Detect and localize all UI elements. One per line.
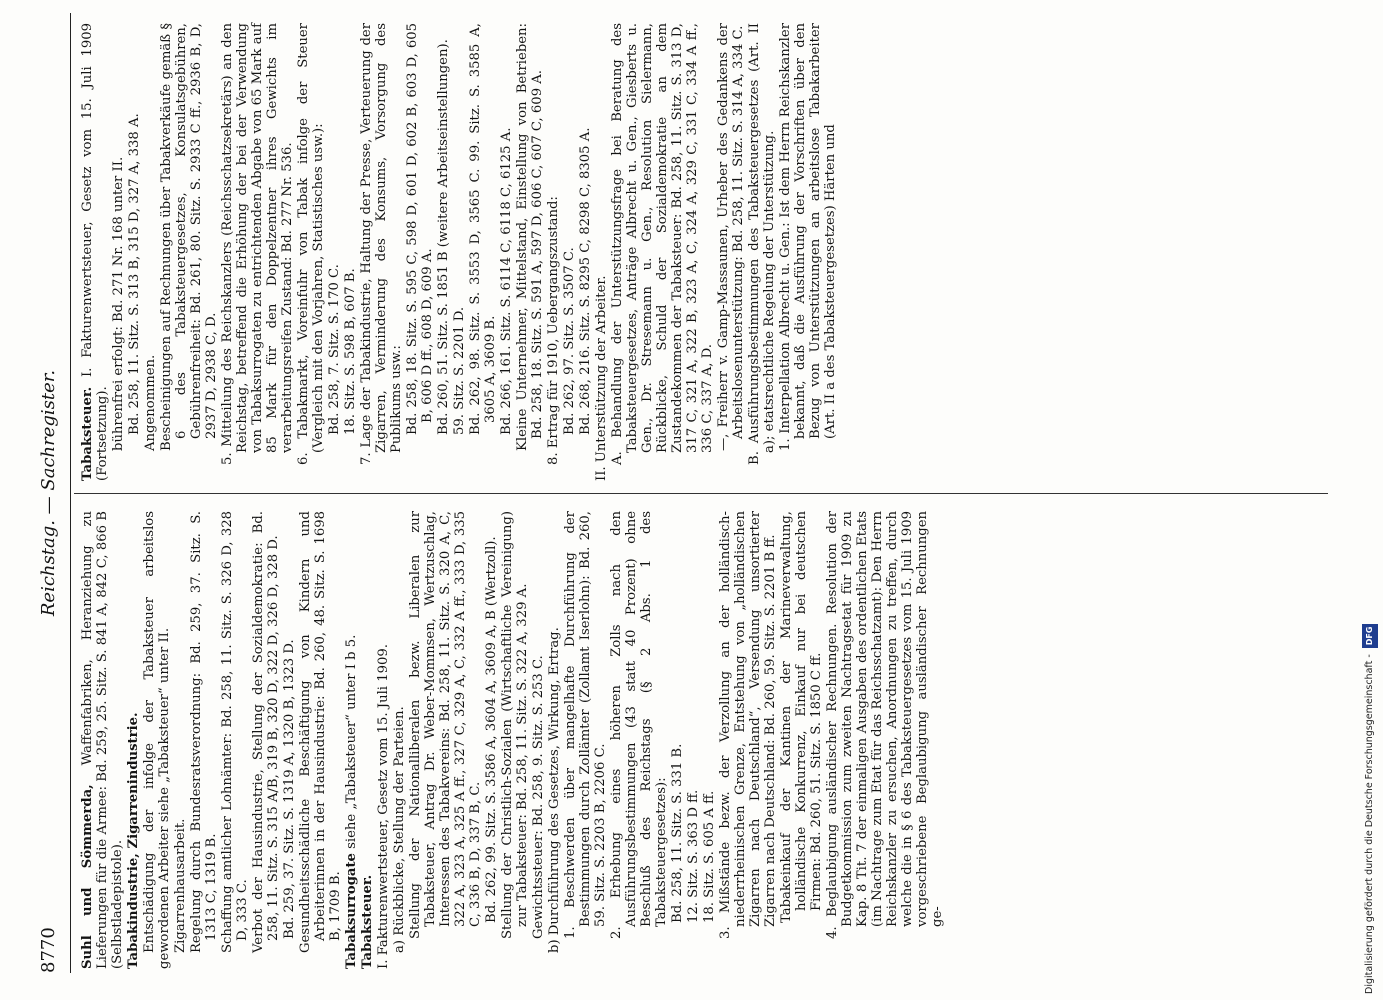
entry-line: 18. Sitz. S. 598 B, 607 B. [343,268,358,435]
running-title: Reichstag. — Sachregister. [38,369,59,617]
right-column [80,23,839,481]
entry-line: Bd. 260, 51. Sitz. S. 1851 B (weitere Arbeitseinstellungen). [436,39,451,435]
digitization-label [1362,6,1378,994]
left-column [80,511,946,969]
entry-line: B. Ausführungsbestimmungen des Tabaksteuergesetzes (Art. II a); etatsrechtliche Regelung der Unterstützung. [747,23,777,465]
page-number: 8770 [38,927,59,973]
heading-tabaksteuer: Tabaksteuer. [360,874,375,969]
entry-line: Bd. 268, 216. Sitz. S. 8295 C, 8298 C, 8305 A. [578,127,593,435]
page-header [36,13,66,973]
entry-line: 2. Erhebung eines höheren Zolls nach den Ausführungsbestimmungen (43 statt 40 Prozent) ohne Beschluß des Reichstags (§ 2 Abs. 1 des Tabaksteuergesetzes): [609,511,669,939]
digitization-credit [1362,6,1378,994]
entry-line: b) Durchführung des Gesetzes, Wirkung, Ertrag. [547,627,562,953]
rotated-page-content [36,13,1336,973]
entry-line: 6. Tabakmarkt, Voreinfuhr von Tabak infolge der Steuer (Vergleich mit den Vorjahren, Statistisches usw.): [296,23,326,465]
entry-line: Bd. 262, 97. Sitz. S. 3507 C. [562,247,577,435]
entry-line: 5. Mitteilung des Reichskanzlers (Reichsschatzsekretärs) an den Reichstag, betreffend die Erhöhung der bei der Verwendung von Tabaksurrogaten zu entrichtenden Abgabe von 65 Mark auf 85 Mark für den Doppelzentner ihres Gewichts im verarbeitungsreifen Zustand: Bd. 277 Nr. 536. [220,23,295,465]
entry-line: Gesundheitsschädliche Beschäftigung von Kindern und Arbeiterinnen in der Hausindustrie: Bd. 260, 48. Sitz. S. 1698 B, 1709 B. [298,511,343,953]
header-rule [70,13,71,973]
entry-line: 8. Ertrag für 1910, Uebergangszustand: [546,196,561,465]
entry-line: Schaffung amtlicher Lohnämter: Bd. 258, 11. Sitz. S. 326 D, 328 D, 333 C. [220,511,250,953]
entry-line: Kleine Unternehmer, Mittelstand, Einstellung von Betrieben: Bd. 258, 18. Sitz. S. 591 A, 597 D, 606 C, 607 C, 609 A. [515,23,545,451]
entry-line: —, Freiherr v. Gamp-Massaunen, Urheber des Gedankens der Arbeitslosenunterstützung: Bd. 258, 11. Sitz. S. 314 A, 334 C. [716,23,746,451]
entry-line: Bd. 266, 161. Sitz. S. 6114 C, 6118 C, 6125 A. [499,127,514,435]
heading-tabaksteuer-cont: Tabaksteuer. I. Fakturenwertsteuer, Gesetz vom 15. Juli 1909 (Fortsetzung). [80,23,110,481]
heading-tabaksurrogate: Tabaksurrogate siehe „Tabaksteuer“ unter I b 5. [344,634,359,969]
entry-line: Bd. 258, 18. Sitz. S. 595 C, 598 D, 601 D, 602 B, 603 D, 605 B, 606 D ff., 608 D, 609 A. [405,23,435,435]
digitization-note: Digitalisierung gefördert durch die Deutsche Forschungsgemeinschaft - [1364,654,1375,994]
entry-line: Bd. 259, 37. Sitz. S. 1319 A, 1320 B, 1323 D. [282,639,297,939]
entry-line: Stellung der Nationalliberalen bezw. Liberalen zur Tabaksteuer, Antrag Dr. Weber-Mommsen, Wertzuschlag, Interessen des Tabakvereins: Bd. 258, 11. Sitz. S. 320 A, C, 322 A, 323 A, 325 A ff., 327 C, 329 A, C, 332 A ff., 333 D, 335 C, 336 B, D, 337 B, C. [408,511,483,939]
column-divider [74,493,1328,494]
heading-tabakindustrie: Tabakindustrie, Zigarrenindustrie. [126,712,141,969]
entry-line: 3. Mißstände bezw. der Verzollung an der holländisch-niederrheinischen Grenze, Entstehung von „holländischen Zigarren nach Deutschland“, Versendung unsortierter Zigarren nach Deutschland: Bd. 260, 59. Sitz. S. 2201 B ff. [718,511,778,939]
entry-line: 12. Sitz. S. 363 D ff. [686,789,701,923]
entry-line: I. Fakturenwertsteuer, Gesetz vom 15. Juli 1909. [376,644,391,969]
entry-line: 1. Beschwerden über mangelhafte Durchführung der Bestimmungen durch Zollämter (Zollamt Iserlohn): Bd. 260, 59. Sitz. S. 2203 B, 2206 C. [563,511,608,939]
entry-line: Zigarrenhausarbeit. [173,818,188,953]
entry-line: Angenommen. [143,354,158,451]
entry-line: Gewichtssteuer: Bd. 258, 9. Sitz. S. 253 C. [531,655,546,939]
entry-line: 59. Sitz. S. 2201 D. [452,306,467,435]
dfg-logo: DFG [1362,624,1378,649]
entry-line: 7. Lage der Tabakindustrie, Haltung der Presse, Verteuerung der Zigarren, Verminderung des Konsums, Vorsorgung des Publikums usw.: [359,23,404,465]
entry-line: Bd. 262, 99. Sitz. S. 3586 A, 3604 A, 3609 A, B (Wertzoll). [484,536,499,923]
entry-line: a) Rückblicke, Stellung der Parteien. [392,706,407,953]
entry-line: 4. Beglaubigung ausländischer Rechnungen. Resolution der Budgetkommission zum zweiten Nachtragsetat für 1909 zu Kap. 8 Tit. 7 der einmaligen Ausgaben des ordentlichen Etats (im Nachtrage zum Etat für das Reichsschatzamt): Den Herrn Reichskanzler zu ersuchen, Anordnungen zu treffen, durch welche die in § 6 des Tabaksteuergesetzes vom 15. Juli 1909 vorgeschriebene Beglaubigung ausländischer Rechnungen ge- [825,511,945,939]
entry-line: 18. Sitz. S. 605 A ff. [702,790,717,923]
entry-line: Stellung der Christlich-Sozialen (Wirtschaftliche Vereinigung) zur Tabaksteuer: Bd. 258, 11. Sitz. S. 322 A, 329 A. [500,511,530,939]
entry-line: Regelung durch Bundesratsverordnung: Bd. 259, 37. Sitz. S. 1313 C, 1319 B. [189,511,219,953]
entry-line: bührenfrei erfolgt: Bd. 271 Nr. 168 unter II. [111,156,126,451]
entry-line: Verbot der Hausindustrie, Stellung der Sozialdemokratie: Bd. 258, 11. Sitz. S. 315 A/B, 319 B, 320 D, 322 D, 326 D, 328 D. [251,511,281,953]
entry-line: Tabakeinkauf der Kantinen der Marineverwaltung, holländische Konkurrenz, Einkauf nur bei deutschen Firmen: Bd. 260, 51. Sitz. S. 1850 C ff. [779,511,824,923]
entry-line: Bd. 258, 7. Sitz. S. 170 C. [327,264,342,435]
entry-line: 1. Interpellation Albrecht u. Gen.: Ist dem Herrn Reichskanzler bekannt, daß die Ausführung der Vorschriften über den Bezug von Unterstützungen an arbeitslose Tabakarbeiter (Art. II a des Tabaksteuergesetzes) Härten und [778,23,838,451]
entry-line: Bd. 258, 11. Sitz. S. 313 B, 315 D, 327 A, 338 A. [127,113,142,435]
entry-line: II. Unterstützung der Arbeiter. [594,275,609,481]
entry-suhl: Suhl und Sömmerda, Waffenfabriken, Heranziehung zu Lieferungen für die Armee: Bd. 259, 25. Sitz. S. 841 A, 842 C, 866 B (Selbstladepistole). [80,511,125,969]
entry-line: Entschädigung der infolge der Tabaksteuer arbeitslos gewordenen Arbeiter siehe „Tabaksteuer“ unter II. [142,511,172,969]
entry-line: A. Behandlung der Unterstützungsfrage bei Beratung des Tabaksteuergesetzes, Anträge Albrecht u. Gen., Giesberts u. Gen., Dr. Stresemann u. Gen., Resolution Sielermann, Rückblicke, Schuld der Sozialdemokratie an dem Zustandekommen der Tabaksteuer: Bd. 258, 11. Sitz. S. 313 D, 317 C, 321 A, 322 B, 323 A, C, 324 A, 329 C, 331 C, 334 A ff., 336 C, 337 A, D. [610,23,715,465]
entry-line: Bd. 262, 98. Sitz. S. 3553 D, 3565 C. 99. Sitz. S. 3585 A, 3605 A, 3609 B. [468,23,498,435]
entry-line: Bd. 258, 11. Sitz. S. 331 B. [670,743,685,923]
entry-line: Bescheinigungen auf Rechnungen über Tabakverkäufe gemäß § 6 des Tabaksteuergesetzes, Konsulatsgebühren, Gebührenfreiheit: Bd. 261, 80. Sitz. S. 2933 C ff., 2936 B, D, 2937 D, 2938 C, D. [159,23,219,451]
